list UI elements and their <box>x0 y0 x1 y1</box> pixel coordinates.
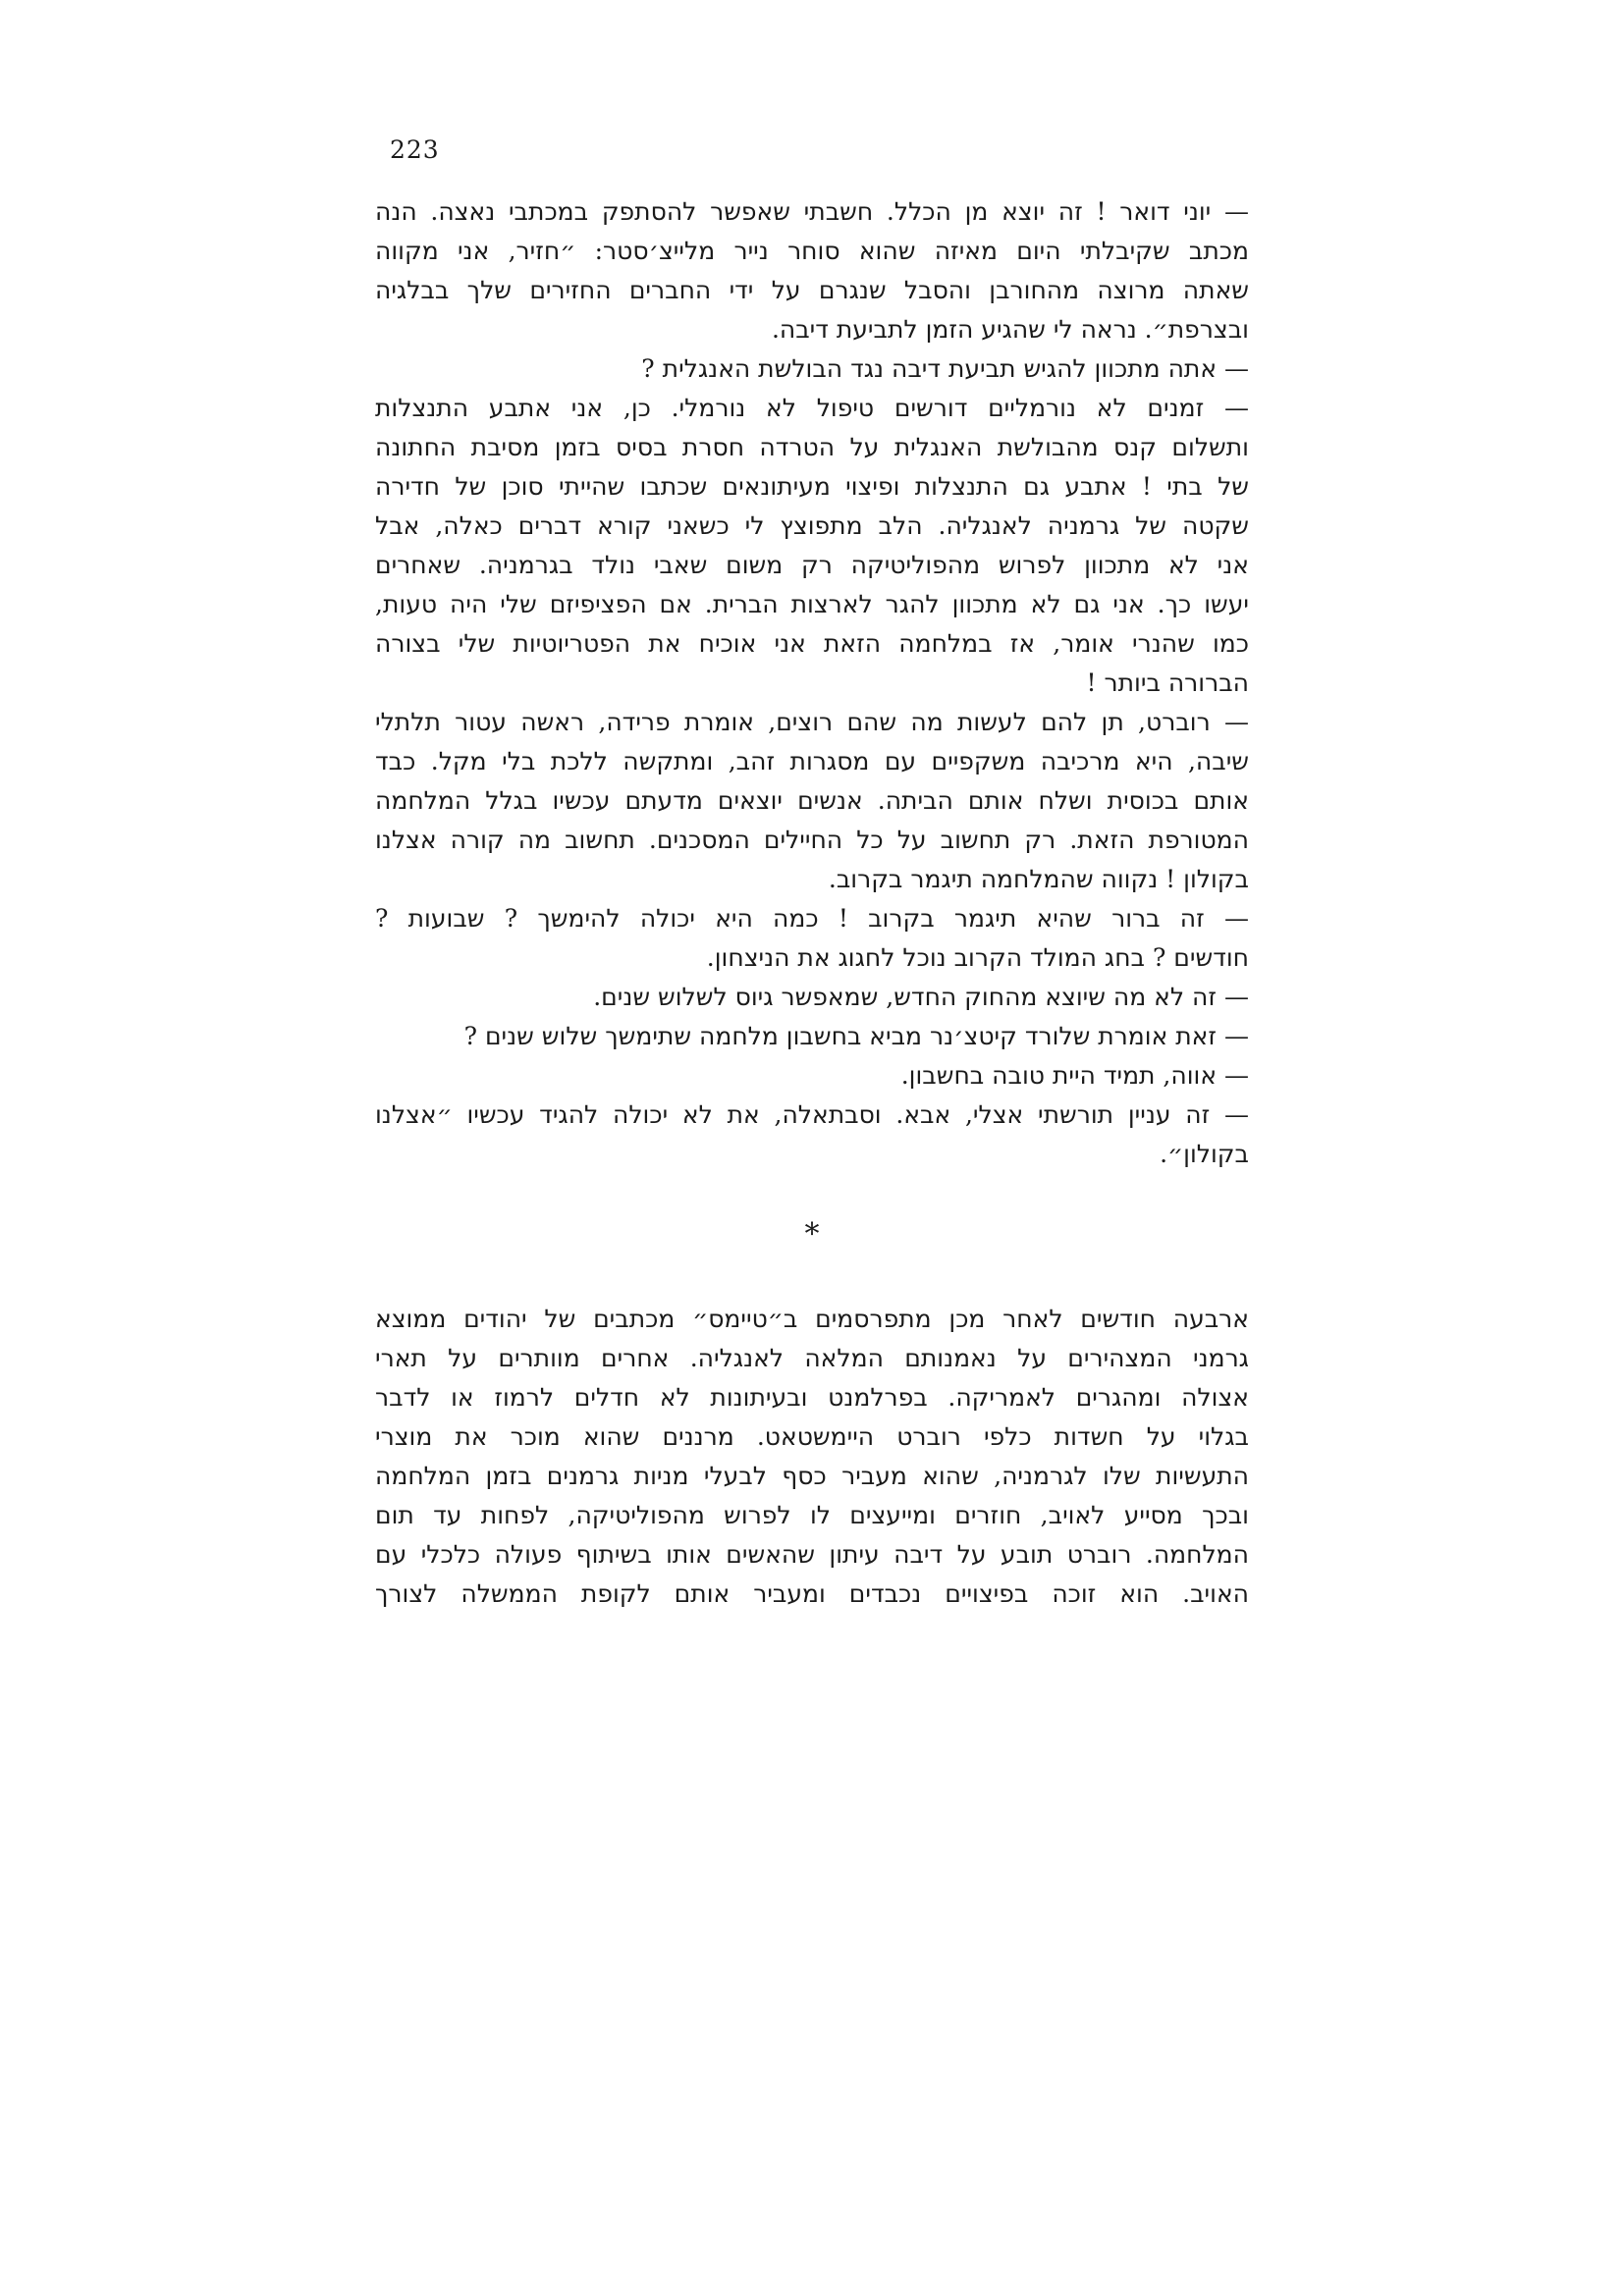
text-line: — יוני דואר ! זה יוצא מן הכלל. חשבתי שאפשר להסתפק במכתבי נאצה. הנה <box>375 197 1249 226</box>
text-line: בקולון״. <box>1160 1140 1249 1168</box>
text-line: — זה ברור שהיא תיגמר בקרוב ! כמה היא יכולה להימשך ? שבועות ? <box>375 904 1249 933</box>
narrative-block <box>375 1300 1249 1614</box>
text-line: — זאת אומרת שלורד קיטצ׳נר מביא בחשבון מלחמה שתימשך שלוש שנים ? <box>463 1022 1249 1050</box>
text-line: בגלוי על חשדות כלפי רוברט היימשטאט. מרננים שהוא מוכר את מוצרי <box>375 1422 1249 1451</box>
text-line: אצולה ומהגרים לאמריקה. בפרלמנט ובעיתונות לא חדלים לרמוז או לדבר <box>375 1383 1249 1412</box>
text-line: שיבה, היא מרכיבה משקפיים עם מסגרות זהב, ומתקשה ללכת בלי מקל. כבד <box>375 747 1249 775</box>
text-line: התעשיות שלו לגרמניה, שהוא מעביר כסף לבעלי מניות גרמנים בזמן המלחמה <box>375 1462 1249 1490</box>
text-line: שקטה של גרמניה לאנגליה. הלב מתפוצץ לי כשאני קורא דברים כאלה, אבל <box>375 511 1249 540</box>
page-number: 223 <box>390 135 440 164</box>
text-line: ארבעה חודשים לאחר מכן מתפרסמים ב״טיימס״ מכתבים של יהודים ממוצא <box>375 1305 1249 1333</box>
text-line: חודשים ? בחג המולד הקרוב נוכל לחגוג את הניצחון. <box>706 943 1249 972</box>
text-line: מכתב שקיבלתי היום מאיזה שהוא סוחר נייר מלייצ׳סטר: ״חזיר, אני מקווה <box>375 237 1249 265</box>
text-line: המלחמה. רוברט תובע על דיבה עיתון שהאשים אותו בשיתוף פעולה כלכלי עם <box>375 1540 1249 1569</box>
text-line: — זה לא מה שיוצא מהחוק החדש, שמאפשר גיוס לשלוש שנים. <box>593 983 1249 1011</box>
text-line: האויב. הוא זוכה בפיצויים נכבדים ומעביר אותם לקופת הממשלה לצורך <box>375 1579 1249 1608</box>
text-line: המטורפת הזאת. רק תחשוב על כל החיילים המסכנים. תחשוב מה קורה אצלנו <box>375 826 1249 854</box>
text-line: — אווה, תמיד היית טובה בחשבון. <box>900 1061 1249 1090</box>
text-line: ובכך מסייע לאויב, חוזרים ומייעצים לו לפרוש מהפוליטיקה, לפחות עד תום <box>375 1501 1249 1529</box>
section-separator: * <box>804 1217 820 1252</box>
text-line: ובצרפת״. נראה לי שהגיע הזמן לתביעת דיבה. <box>771 315 1249 344</box>
text-line: — זה עניין תורשתי אצלי, אבא. וסבתאלה, את לא יכולה להגיד עכשיו ״אצלנו <box>375 1100 1249 1129</box>
text-line: — אתה מתכוון להגיש תביעת דיבה נגד הבולשת האנגלית ? <box>641 354 1249 383</box>
text-line: ותשלום קנס מהבולשת האנגלית על הטרדה חסרת בסיס בזמן מסיבת החתונה <box>375 433 1249 461</box>
text-line: גרמני המצהירים על נאמנותם המלאה לאנגליה. אחרים מוותרים על תארי <box>375 1344 1249 1372</box>
text-line: כמו שהנרי אומר, אז במלחמה הזאת אני אוכיח את הפטריוטיות שלי בצורה <box>375 629 1249 658</box>
text-line: יעשו כך. אני גם לא מתכוון להגר לארצות הברית. אם הפציפיזם שלי היה טעות, <box>375 590 1249 618</box>
text-line: אותם בכוסית ושלח אותם הביתה. אנשים יוצאים מדעתם עכשיו בגלל המלחמה <box>375 786 1249 815</box>
text-line: בקולון ! נקווה שהמלחמה תיגמר בקרוב. <box>828 865 1249 893</box>
text-line: הברורה ביותר ! <box>1086 668 1249 697</box>
text-line: אני לא מתכוון לפרוש מהפוליטיקה רק משום שאבי נולד בגרמניה. שאחרים <box>375 551 1249 579</box>
dialogue-block <box>375 192 1249 1174</box>
text-line: שאתה מרוצה מהחורבן והסבל שנגרם על ידי החברים החזירים שלך בבלגיה <box>375 276 1249 304</box>
text-line: — רוברט, תן להם לעשות מה שהם רוצים, אומרת פרידה, ראשה עטור תלתלי <box>375 708 1249 736</box>
text-line: של בתי ! אתבע גם התנצלות ופיצוי מעיתונאים שכתבו שהייתי סוכן של חדירה <box>375 472 1249 501</box>
text-line: — זמנים לא נורמליים דורשים טיפול לא נורמלי. כן, אני אתבע התנצלות <box>375 394 1249 422</box>
